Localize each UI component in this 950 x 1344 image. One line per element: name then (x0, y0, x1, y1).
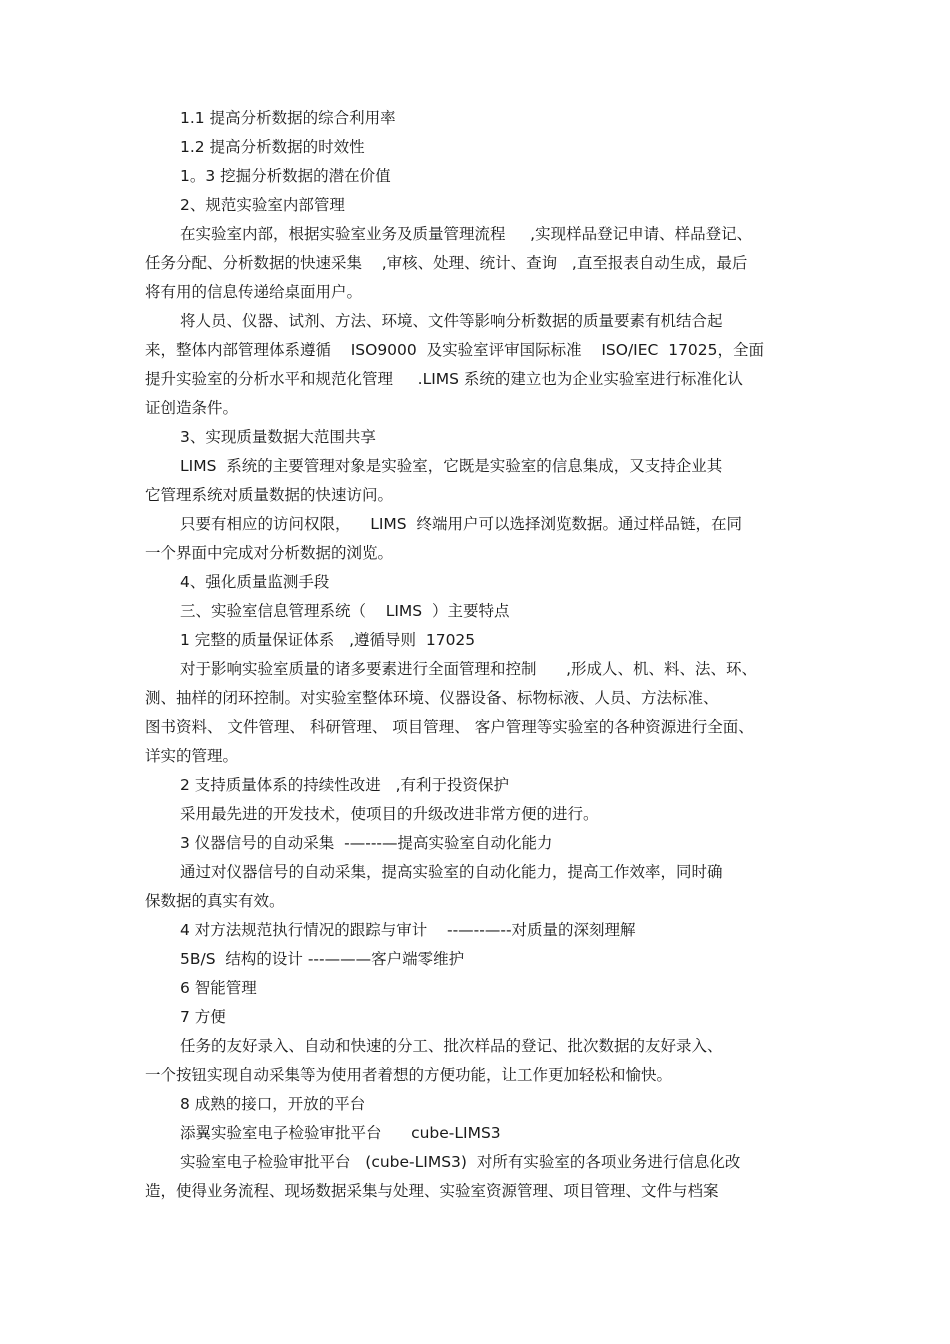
paragraph-line: 它管理系统对质量数据的快速访问。 (145, 486, 394, 504)
heading-1-3: 1。3 挖掘分析数据的潜在价值 (180, 167, 391, 185)
paragraph-line: 任务的友好录入、自动和快速的分工、批次样品的登记、批次数据的友好录入、 (180, 1037, 723, 1055)
feature-7: 7 方便 (180, 1008, 226, 1026)
feature-2: 2 支持质量体系的持续性改进 ,有利于投资保护 (180, 776, 509, 794)
product-title: 添翼实验室电子检验审批平台 cube-LIMS3 (180, 1124, 501, 1142)
paragraph-line: 只要有相应的访问权限， LIMS 终端用户可以选择浏览数据。通过样品链，在同 (180, 515, 742, 533)
paragraph-line: 证创造条件。 (145, 399, 239, 417)
paragraph-line: 采用最先进的开发技术，使项目的升级改进非常方便的进行。 (180, 805, 599, 823)
heading-1-1: 1.1 提高分析数据的综合利用率 (180, 109, 396, 127)
heading-3: 3、实现质量数据大范围共享 (180, 428, 376, 446)
paragraph-line: 通过对仪器信号的自动采集，提高实验室的自动化能力，提高工作效率，同时确 (180, 863, 723, 881)
paragraph-line: LIMS 系统的主要管理对象是实验室，它既是实验室的信息集成，又支持企业其 (180, 457, 723, 475)
feature-5: 5B/S 结构的设计 ---———客户端零维护 (180, 950, 465, 968)
paragraph-line: 详实的管理。 (145, 747, 239, 765)
paragraph-line: 一个按钮实现自动采集等为使用者着想的方便功能，让工作更加轻松和愉快。 (145, 1066, 673, 1084)
paragraph-line: 测、抽样的闭环控制。对实验室整体环境、仪器设备、标物标液、人员、方法标准、 (145, 689, 719, 707)
paragraph-line: 一个界面中完成对分析数据的浏览。 (145, 544, 394, 562)
paragraph-line: 来，整体内部管理体系遵循 ISO9000 及实验室评审国际标准 ISO/IEC 17025，全面 (145, 341, 765, 359)
paragraph-line: 在实验室内部，根据实验室业务及质量管理流程 ,实现样品登记申请、样品登记、 (180, 225, 753, 243)
paragraph-line: 任务分配、分析数据的快速采集 ,审核、处理、统计、查询 ,直至报表自动生成，最后 (145, 254, 748, 272)
heading-2: 2、规范实验室内部管理 (180, 196, 345, 214)
feature-4: 4 对方法规范执行情况的跟踪与审计 --—--—--对质量的深刻理解 (180, 921, 636, 939)
feature-3: 3 仪器信号的自动采集 -—---—提高实验室自动化能力 (180, 834, 553, 852)
heading-4: 4、强化质量监测手段 (180, 573, 330, 591)
feature-6: 6 智能管理 (180, 979, 257, 997)
paragraph-line: 实验室电子检验审批平台 (cube-LIMS3) 对所有实验室的各项业务进行信息化改 (180, 1153, 741, 1171)
paragraph-line: 对于影响实验室质量的诸多要素进行全面管理和控制 ,形成人、机、料、法、环、 (180, 660, 757, 678)
paragraph-line: 图书资料、 文件管理、 科研管理、 项目管理、 客户管理等实验室的各种资源进行全面、 (145, 718, 754, 736)
section-heading-3: 三、实验室信息管理系统（ LIMS ）主要特点 (180, 602, 510, 620)
feature-1: 1 完整的质量保证体系 ,遵循导则 17025 (180, 631, 476, 649)
paragraph-line: 造，使得业务流程、现场数据采集与处理、实验室资源管理、项目管理、文件与档案 (145, 1182, 719, 1200)
heading-1-2: 1.2 提高分析数据的时效性 (180, 138, 365, 156)
paragraph-line: 将有用的信息传递给桌面用户。 (145, 283, 363, 301)
paragraph-line: 提升实验室的分析水平和规范化管理 .LIMS 系统的建立也为企业实验室进行标准化认 (145, 370, 743, 388)
feature-8: 8 成熟的接口，开放的平台 (180, 1095, 366, 1113)
paragraph-line: 将人员、仪器、试剂、方法、环境、文件等影响分析数据的质量要素有机结合起 (180, 312, 723, 330)
paragraph-line: 保数据的真实有效。 (145, 892, 285, 910)
